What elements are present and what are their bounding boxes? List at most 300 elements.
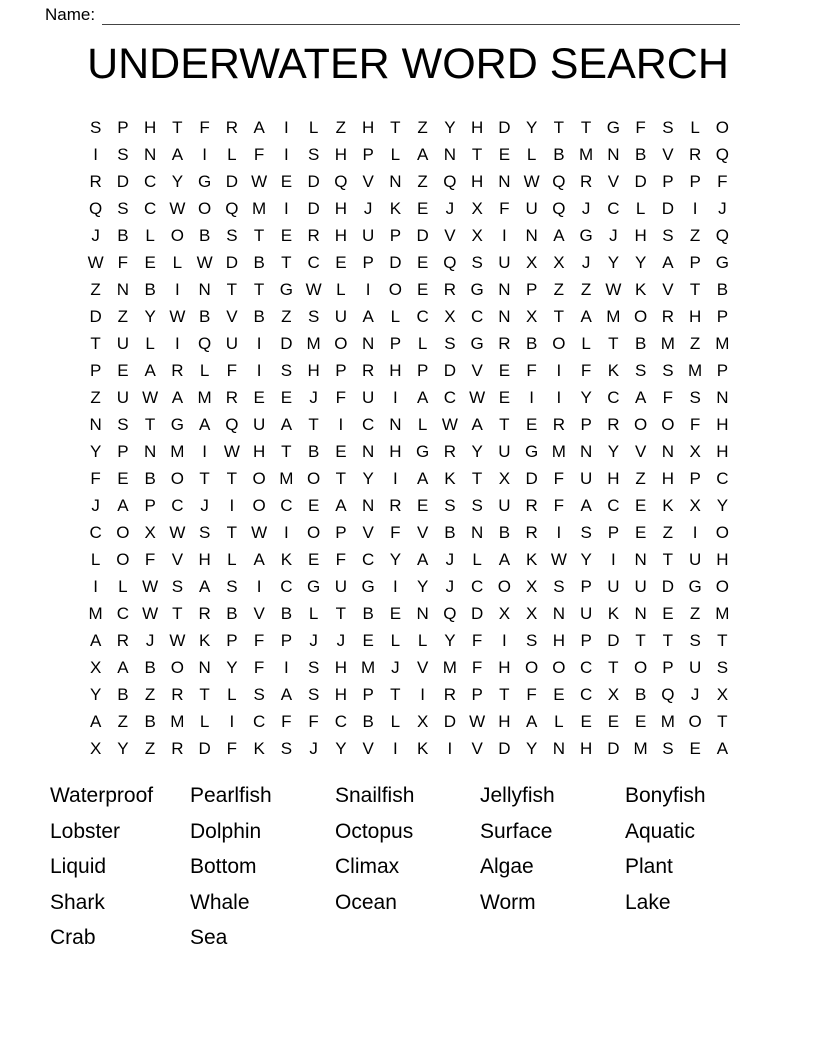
grid-letter: Z bbox=[117, 307, 129, 326]
grid-letter: Z bbox=[635, 469, 646, 488]
grid-letter: N bbox=[579, 442, 593, 461]
grid-letter: Y bbox=[580, 550, 592, 569]
grid-letter: N bbox=[389, 172, 402, 191]
grid-letter: S bbox=[280, 361, 293, 380]
grid-letter: V bbox=[471, 739, 483, 758]
grid-letter: N bbox=[89, 415, 102, 434]
grid-letter: Q bbox=[198, 334, 212, 353]
grid-letter: T bbox=[471, 469, 483, 488]
grid-letter: S bbox=[553, 577, 565, 596]
grid-letter: D bbox=[307, 199, 320, 218]
grid-letter: M bbox=[606, 307, 621, 326]
grid-letter: X bbox=[525, 604, 538, 623]
grid-letter: D bbox=[607, 631, 620, 650]
grid-letter: S bbox=[662, 361, 674, 380]
grid-letter: X bbox=[498, 469, 511, 488]
grid-letter: L bbox=[526, 145, 537, 164]
grid-letter: F bbox=[390, 523, 401, 542]
grid-letter: D bbox=[498, 118, 511, 137]
grid-letter: G bbox=[470, 280, 484, 299]
grid-letter: D bbox=[443, 361, 457, 380]
grid-letter: S bbox=[444, 334, 456, 353]
grid-letter: C bbox=[716, 469, 729, 488]
word-item: Lake bbox=[625, 890, 671, 914]
grid-letter: E bbox=[144, 253, 156, 272]
grid-letter: I bbox=[393, 577, 398, 596]
grid-letter: B bbox=[253, 253, 265, 272]
grid-letter: E bbox=[662, 604, 674, 623]
grid-letter: I bbox=[256, 577, 262, 596]
grid-letter: A bbox=[716, 739, 729, 758]
word-list-column bbox=[50, 778, 190, 956]
grid-letter: C bbox=[171, 496, 184, 515]
word-item: Crab bbox=[50, 926, 96, 950]
grid-row bbox=[82, 654, 736, 681]
word-item: Waterproof bbox=[50, 784, 154, 807]
grid-letter: N bbox=[361, 442, 375, 461]
grid-letter: H bbox=[470, 118, 484, 137]
grid-letter: T bbox=[608, 334, 619, 353]
grid-letter: F bbox=[90, 469, 101, 488]
grid-letter: S bbox=[253, 685, 265, 704]
grid-letter: O bbox=[634, 307, 648, 326]
grid-letter: Q bbox=[715, 145, 729, 164]
grid-letter: S bbox=[689, 388, 701, 407]
grid-letter: X bbox=[144, 523, 156, 542]
word-list bbox=[50, 778, 770, 956]
grid-letter: T bbox=[662, 631, 674, 650]
grid-letter: V bbox=[662, 280, 674, 299]
grid-letter: F bbox=[308, 712, 319, 731]
word-item: Surface bbox=[480, 819, 553, 843]
grid-letter: B bbox=[716, 280, 729, 299]
grid-letter: I bbox=[611, 550, 616, 569]
grid-letter: S bbox=[280, 739, 293, 758]
grid-letter: H bbox=[688, 307, 702, 326]
grid-letter: R bbox=[171, 685, 184, 704]
grid-letter: G bbox=[198, 172, 212, 191]
grid-letter: E bbox=[553, 685, 565, 704]
grid-letter: D bbox=[225, 253, 239, 272]
grid-letter: P bbox=[525, 280, 538, 299]
grid-letter: L bbox=[308, 604, 319, 623]
grid-letter: T bbox=[717, 712, 728, 731]
grid-letter: R bbox=[171, 361, 184, 380]
grid-letter: N bbox=[470, 523, 484, 542]
grid-letter: U bbox=[525, 199, 538, 218]
grid-letter: O bbox=[170, 469, 184, 488]
grid-letter: I bbox=[393, 739, 398, 758]
grid-letter: K bbox=[389, 199, 402, 218]
grid-letter: E bbox=[416, 199, 429, 218]
grid-letter: V bbox=[226, 307, 238, 326]
grid-letter: A bbox=[416, 550, 429, 569]
grid-letter: C bbox=[416, 307, 429, 326]
grid-letter: A bbox=[335, 496, 347, 515]
grid-letter: O bbox=[715, 577, 729, 596]
word-item: Aquatic bbox=[625, 819, 696, 843]
word-list-column bbox=[190, 778, 335, 956]
grid-letter: A bbox=[144, 361, 156, 380]
grid-letter: O bbox=[634, 415, 648, 434]
grid-letter: T bbox=[172, 118, 183, 137]
grid-letter: H bbox=[498, 658, 511, 677]
grid-letter: H bbox=[389, 361, 402, 380]
grid-letter: T bbox=[144, 415, 156, 434]
grid-letter: U bbox=[688, 658, 702, 677]
grid-letter: W bbox=[169, 523, 186, 542]
grid-letter: J bbox=[391, 658, 400, 677]
grid-letter: K bbox=[634, 280, 647, 299]
grid-letter: Q bbox=[334, 172, 348, 191]
grid-letter: M bbox=[688, 361, 703, 380]
grid-letter: M bbox=[197, 388, 212, 407]
grid-letter: Z bbox=[689, 226, 701, 245]
grid-letter: P bbox=[689, 469, 701, 488]
grid-row bbox=[82, 519, 736, 546]
grid-letter: K bbox=[416, 739, 429, 758]
grid-letter: J bbox=[690, 685, 700, 704]
grid-letter: G bbox=[279, 280, 293, 299]
grid-letter: C bbox=[607, 199, 620, 218]
grid-letter: K bbox=[253, 739, 265, 758]
grid-letter: F bbox=[526, 685, 537, 704]
word-item: Climax bbox=[335, 855, 400, 879]
grid-letter: T bbox=[553, 118, 565, 137]
word-item: Worm bbox=[480, 890, 536, 914]
grid-letter: I bbox=[284, 199, 289, 218]
grid-letter: W bbox=[605, 280, 622, 299]
grid-letter: X bbox=[525, 253, 538, 272]
grid-letter: X bbox=[525, 307, 538, 326]
grid-letter: C bbox=[579, 685, 593, 704]
grid-letter: N bbox=[634, 550, 647, 569]
grid-letter: A bbox=[553, 226, 565, 245]
grid-letter: B bbox=[198, 307, 211, 326]
grid-letter: R bbox=[607, 415, 620, 434]
grid-letter: I bbox=[502, 226, 507, 245]
grid-letter: H bbox=[634, 226, 647, 245]
grid-letter: G bbox=[307, 577, 321, 596]
grid-letter: D bbox=[116, 172, 130, 191]
grid-letter: W bbox=[87, 253, 104, 272]
grid-letter: K bbox=[607, 604, 620, 623]
grid-letter: R bbox=[225, 118, 239, 137]
grid-letter: Z bbox=[662, 523, 674, 542]
grid-letter: O bbox=[388, 280, 402, 299]
grid-letter: D bbox=[525, 469, 538, 488]
grid-letter: S bbox=[444, 496, 456, 515]
grid-row bbox=[82, 735, 736, 762]
word-item: Bottom bbox=[190, 855, 257, 879]
grid-letter: Y bbox=[89, 442, 102, 461]
grid-letter: U bbox=[361, 226, 375, 245]
grid-letter: N bbox=[498, 172, 511, 191]
grid-letter: C bbox=[579, 658, 593, 677]
grid-letter: Y bbox=[335, 739, 347, 758]
grid-letter: W bbox=[550, 550, 567, 569]
grid-letter: X bbox=[607, 685, 620, 704]
grid-letter: M bbox=[715, 334, 730, 353]
grid-letter: E bbox=[416, 496, 429, 515]
grid-letter: R bbox=[661, 307, 675, 326]
grid-letter: H bbox=[498, 712, 511, 731]
grid-letter: J bbox=[609, 226, 618, 245]
grid-letter: S bbox=[716, 658, 729, 677]
grid-letter: F bbox=[226, 361, 238, 380]
grid-letter: H bbox=[334, 145, 348, 164]
grid-letter: O bbox=[307, 469, 321, 488]
grid-letter: S bbox=[171, 577, 184, 596]
grid-letter: J bbox=[581, 253, 591, 272]
grid-letter: C bbox=[307, 253, 320, 272]
grid-letter: I bbox=[284, 658, 289, 677]
grid-letter: P bbox=[689, 253, 701, 272]
grid-letter: J bbox=[145, 631, 155, 650]
grid-row bbox=[82, 168, 736, 195]
grid-letter: H bbox=[579, 739, 593, 758]
grid-letter: D bbox=[661, 199, 675, 218]
grid-row bbox=[82, 330, 736, 357]
grid-letter: U bbox=[361, 388, 375, 407]
grid-letter: G bbox=[470, 334, 484, 353]
grid-letter: O bbox=[661, 415, 675, 434]
grid-letter: H bbox=[334, 199, 348, 218]
grid-letter: S bbox=[226, 577, 238, 596]
grid-row bbox=[82, 384, 736, 411]
grid-letter: F bbox=[662, 388, 674, 407]
grid-letter: T bbox=[335, 604, 347, 623]
grid-letter: E bbox=[498, 361, 511, 380]
grid-letter: U bbox=[225, 334, 239, 353]
grid-letter: Q bbox=[225, 415, 239, 434]
word-list-column bbox=[480, 778, 625, 956]
grid-letter: S bbox=[662, 739, 674, 758]
grid-letter: P bbox=[335, 523, 347, 542]
grid-letter: Z bbox=[144, 739, 156, 758]
word-item: Ocean bbox=[335, 890, 397, 914]
grid-letter: Z bbox=[417, 118, 428, 137]
grid-letter: Z bbox=[417, 172, 428, 191]
grid-letter: A bbox=[580, 307, 592, 326]
grid-letter: T bbox=[608, 658, 619, 677]
grid-letter: Q bbox=[552, 199, 566, 218]
grid-letter: H bbox=[334, 658, 348, 677]
grid-letter: N bbox=[143, 442, 157, 461]
grid-letter: N bbox=[661, 442, 675, 461]
name-blank-line[interactable] bbox=[102, 7, 740, 25]
grid-letter: M bbox=[660, 712, 675, 731]
grid-letter: T bbox=[308, 415, 319, 434]
grid-letter: W bbox=[196, 253, 213, 272]
grid-letter: A bbox=[416, 469, 429, 488]
grid-letter: S bbox=[525, 631, 538, 650]
grid-letter: W bbox=[223, 442, 240, 461]
grid-letter: W bbox=[441, 415, 458, 434]
grid-letter: T bbox=[226, 469, 238, 488]
grid-letter: J bbox=[445, 550, 455, 569]
grid-letter: S bbox=[580, 523, 592, 542]
grid-letter: S bbox=[662, 118, 674, 137]
grid-letter: L bbox=[336, 280, 346, 299]
grid-letter: P bbox=[89, 361, 102, 380]
grid-letter: H bbox=[334, 226, 348, 245]
grid-row bbox=[82, 546, 736, 573]
grid-letter: J bbox=[309, 631, 318, 650]
grid-letter: C bbox=[143, 199, 157, 218]
grid-letter: U bbox=[498, 253, 511, 272]
grid-letter: V bbox=[171, 550, 184, 569]
grid-letter: V bbox=[662, 145, 674, 164]
grid-letter: Q bbox=[661, 685, 675, 704]
grid-letter: C bbox=[361, 550, 375, 569]
grid-letter: U bbox=[116, 334, 130, 353]
grid-letter: N bbox=[552, 739, 566, 758]
grid-letter: F bbox=[635, 118, 646, 137]
grid-letter: R bbox=[361, 361, 375, 380]
grid-letter: F bbox=[253, 631, 265, 650]
grid-letter: F bbox=[199, 118, 210, 137]
grid-letter: T bbox=[390, 685, 401, 704]
grid-letter: Y bbox=[634, 253, 647, 272]
grid-letter: W bbox=[142, 577, 159, 596]
grid-letter: O bbox=[116, 550, 130, 569]
grid-letter: L bbox=[417, 334, 428, 353]
grid-letter: B bbox=[634, 334, 647, 353]
grid-letter: I bbox=[420, 685, 425, 704]
word-item: Shark bbox=[50, 890, 105, 914]
grid-letter: P bbox=[580, 415, 592, 434]
grid-letter: I bbox=[529, 388, 534, 407]
word-item: Algae bbox=[480, 855, 534, 879]
grid-letter: N bbox=[198, 658, 211, 677]
grid-letter: U bbox=[498, 442, 511, 461]
grid-letter: O bbox=[252, 469, 266, 488]
grid-letter: I bbox=[93, 577, 98, 596]
grid-letter: F bbox=[471, 658, 483, 677]
grid-letter: E bbox=[634, 712, 647, 731]
grid-letter: O bbox=[715, 118, 729, 137]
grid-letter: I bbox=[447, 739, 453, 758]
grid-letter: G bbox=[170, 415, 184, 434]
grid-letter: T bbox=[553, 307, 565, 326]
word-item: Liquid bbox=[50, 855, 107, 879]
grid-letter: A bbox=[198, 415, 211, 434]
page-title: UNDERWATER WORD SEARCH bbox=[87, 40, 729, 88]
grid-letter: E bbox=[280, 172, 293, 191]
word-item: Bonyfish bbox=[625, 784, 706, 807]
grid-letter: B bbox=[117, 685, 129, 704]
grid-letter: I bbox=[556, 388, 562, 407]
grid-letter: N bbox=[552, 604, 566, 623]
grid-letter: G bbox=[579, 226, 593, 245]
grid-letter: Z bbox=[689, 334, 701, 353]
grid-letter: J bbox=[718, 199, 727, 218]
grid-letter: S bbox=[117, 415, 129, 434]
grid-letter: L bbox=[390, 307, 401, 326]
grid-letter: L bbox=[227, 685, 237, 704]
grid-letter: N bbox=[143, 145, 157, 164]
grid-letter: I bbox=[256, 361, 262, 380]
grid-letter: P bbox=[389, 334, 402, 353]
grid-letter: R bbox=[579, 172, 593, 191]
word-list-column bbox=[625, 778, 770, 956]
grid-letter: S bbox=[117, 145, 129, 164]
grid-letter: Z bbox=[90, 388, 101, 407]
grid-letter: A bbox=[416, 145, 429, 164]
grid-letter: I bbox=[175, 280, 180, 299]
grid-letter: Y bbox=[416, 577, 429, 596]
grid-letter: C bbox=[280, 496, 293, 515]
grid-letter: J bbox=[445, 577, 455, 596]
grid-letter: B bbox=[362, 604, 374, 623]
grid-letter: R bbox=[525, 523, 538, 542]
grid-letter: E bbox=[117, 469, 129, 488]
word-item: Plant bbox=[625, 855, 673, 879]
grid-letter: Y bbox=[607, 253, 620, 272]
grid-letter: K bbox=[198, 631, 211, 650]
grid-letter: M bbox=[442, 658, 457, 677]
grid-letter: C bbox=[334, 712, 348, 731]
grid-letter: S bbox=[307, 685, 320, 704]
grid-letter: C bbox=[116, 604, 130, 623]
grid-letter: A bbox=[498, 550, 511, 569]
grid-letter: I bbox=[93, 145, 98, 164]
grid-letter: K bbox=[662, 496, 674, 515]
grid-letter: U bbox=[116, 388, 130, 407]
grid-letter: W bbox=[169, 631, 186, 650]
grid-letter: W bbox=[169, 199, 186, 218]
grid-letter: L bbox=[172, 253, 183, 272]
grid-letter: L bbox=[227, 550, 237, 569]
grid-letter: F bbox=[689, 415, 701, 434]
grid-letter: P bbox=[471, 685, 483, 704]
grid-letter: L bbox=[581, 334, 591, 353]
grid-letter: T bbox=[253, 226, 265, 245]
grid-letter: T bbox=[499, 415, 510, 434]
grid-letter: L bbox=[199, 361, 210, 380]
grid-letter: L bbox=[390, 631, 401, 650]
grid-letter: A bbox=[662, 253, 674, 272]
grid-letter: P bbox=[144, 496, 156, 515]
grid-letter: C bbox=[470, 307, 484, 326]
grid-letter: Y bbox=[607, 442, 620, 461]
grid-letter: D bbox=[389, 253, 402, 272]
grid-letter: V bbox=[253, 604, 265, 623]
grid-letter: B bbox=[634, 145, 647, 164]
grid-letter: B bbox=[634, 685, 647, 704]
grid-letter: Z bbox=[281, 307, 292, 326]
grid-letter: V bbox=[471, 361, 483, 380]
grid-letter: T bbox=[717, 631, 728, 650]
grid-row bbox=[82, 114, 736, 141]
grid-letter: T bbox=[580, 118, 592, 137]
grid-letter: F bbox=[580, 361, 592, 380]
grid-letter: E bbox=[416, 253, 429, 272]
grid-letter: E bbox=[634, 523, 647, 542]
grid-letter: E bbox=[389, 604, 402, 623]
grid-letter: I bbox=[502, 631, 507, 650]
grid-letter: T bbox=[90, 334, 101, 353]
grid-letter: Y bbox=[471, 442, 483, 461]
grid-letter: C bbox=[470, 577, 484, 596]
grid-letter: V bbox=[416, 523, 429, 542]
grid-letter: R bbox=[688, 145, 702, 164]
grid-letter: E bbox=[117, 361, 129, 380]
grid-letter: E bbox=[307, 550, 320, 569]
grid-letter: Z bbox=[335, 118, 347, 137]
grid-letter: H bbox=[307, 361, 320, 380]
